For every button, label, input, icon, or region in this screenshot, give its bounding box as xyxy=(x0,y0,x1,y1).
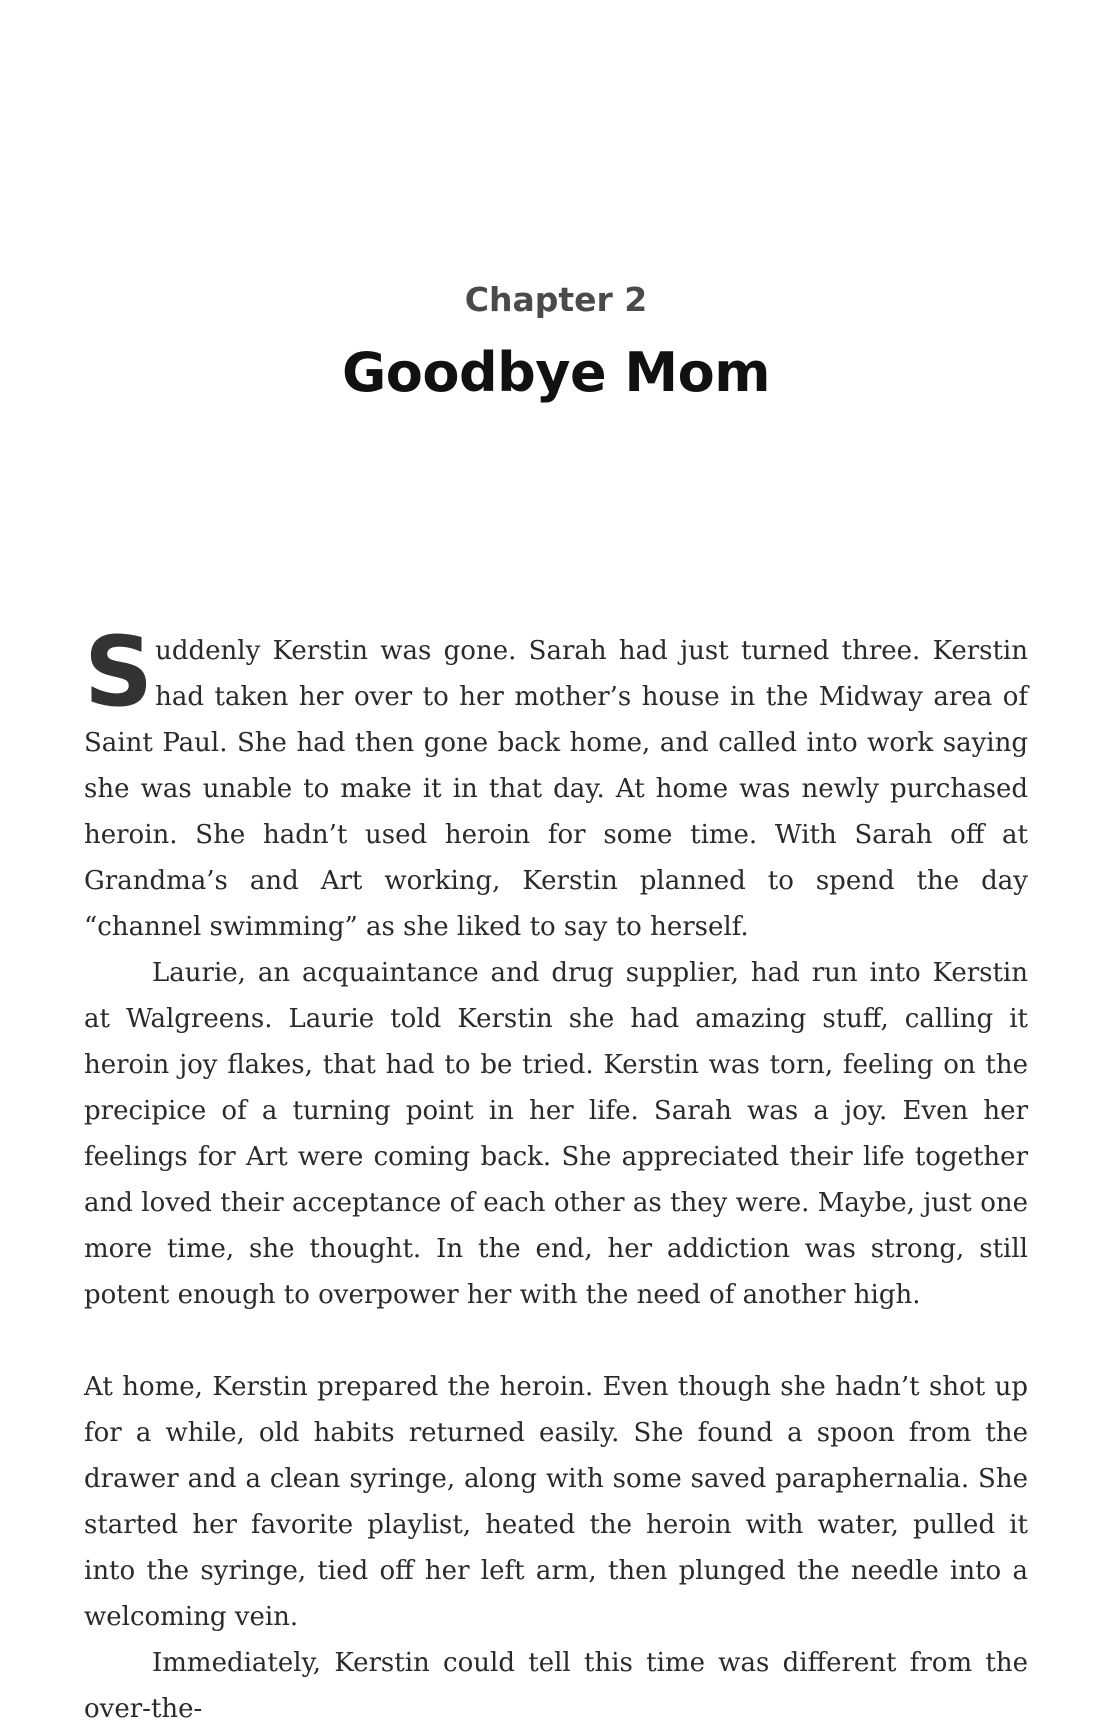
paragraph-1-text: uddenly Kerstin was gone. Sarah had just turned three. Kerstin had taken her over to her mother’s house in the Midway area of Saint Paul. She had then gone back home, and called into work saying she was unable to make it in that day. At home was newly purchased heroin. She hadn’t used heroin for some time. With Sarah off at Grandma’s and Art working, Kerstin planned to spend the day “channel swimming” as she liked to say to herself. xyxy=(84,636,1028,942)
paragraph-1 xyxy=(84,616,1028,950)
paragraph-3: At home, Kerstin prepared the heroin. Even though she hadn’t shot up for a while, old habits returned easily. She found a spoon from the drawer and a clean syringe, along with some saved paraphernalia. She started her favorite playlist, heated the heroin with water, pulled it into the syringe, tied off her left arm, then plunged the needle into a welcoming vein. xyxy=(84,1372,1028,1632)
chapter-number: Chapter 2 xyxy=(464,280,648,319)
chapter-title: Goodbye Mom xyxy=(341,341,771,404)
paragraph-2: Laurie, an acquaintance and drug supplier, had run into Kerstin at Walgreens. Laurie told Kerstin she had amazing stuff, calling it heroin joy flakes, that had to be tried. Kerstin was torn, feeling on the precipice of a turning point in her life. Sarah was a joy. Even her feelings for Art were coming back. She appreciated their life together and loved their acceptance of each other as they were. Maybe, just one more time, she thought. In the end, her addiction was strong, still potent enough to overpower her with the need of another high. xyxy=(84,958,1028,1310)
chapter-body xyxy=(84,616,1028,1732)
paragraph-4: Immediately, Kerstin could tell this time was different from the over-the- xyxy=(84,1648,1028,1724)
drop-cap: S xyxy=(84,616,154,728)
